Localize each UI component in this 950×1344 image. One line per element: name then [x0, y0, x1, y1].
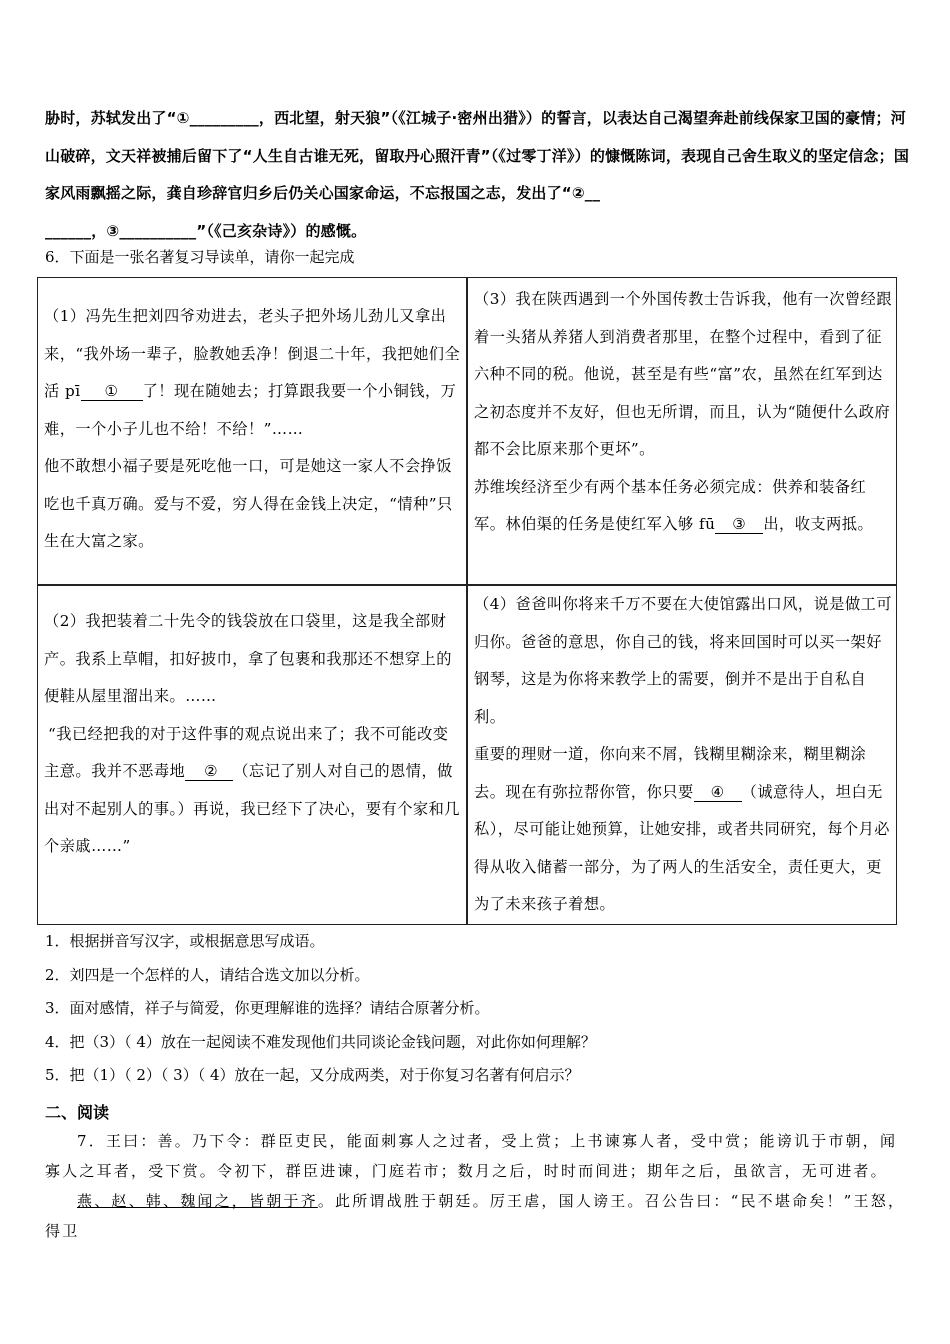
- blank-2-cont[interactable]: ______: [45, 221, 92, 240]
- sub-question-list: [45, 925, 905, 1093]
- cell-text: 他不敢想小福子要是死吃他一口，可是她这一家人不会挣饭吃也千真万确。爱与不爱，穷人得在金钱上决定，“情种”只生在大富之家。: [44, 457, 453, 550]
- sub-question-2: 2．刘四是一个怎样的人，请结合选文加以分析。: [45, 965, 370, 984]
- cell-text: （2）我把装着二十先令的钱袋放在口袋里，这是我全部财产。我系上草帽，扣好披巾，拿了包裹和我那还不想穿上的便鞋从屋里溜出来。……: [44, 612, 452, 705]
- cell-text: （诚意待人，坦白无私），尽可能让她预算，让她安排，或者共同研究，每个月必得从收入储蓄一部分，为了两人的生活安全，责任更大，更为了未来孩子着想。: [474, 782, 890, 913]
- question-6-title: 6．下面是一张名著复习导读单，请你一起完成: [45, 248, 355, 266]
- cell-text: （3）我在陕西遇到一个外国传教士告诉我，他有一次曾经跟着一头猪从养猪人到消费者那里，在整个过程中，看到了征六种不同的税。他说，甚至是有些“富”农，虽然在红军到达之初态度并不友好，但也无所谓，而且，认为“随便什么政府都不会比原来那个更坏”。: [474, 290, 893, 458]
- intro-text: 现自己舍生取义的坚定信念；国家风雨飘摇之际，龚自珍辞官归乡后仍关心国家命运，不忘报国之志，发出了“②: [45, 146, 910, 202]
- blank-circle-3[interactable]: ③: [715, 515, 763, 534]
- passage-text: 。此所谓战胜于朝廷。厉王虐，国人谤王。召公告曰：“民不堪命矣！”王怒，得卫: [45, 1192, 906, 1240]
- sub-question-3: 3．面对感情，祥子与简爱，你更理解谁的选择？请结合原著分析。: [45, 999, 490, 1017]
- cell-text: 出，收支两抵。: [763, 515, 874, 533]
- blank-circle-4[interactable]: ④: [694, 783, 742, 802]
- cell-text: 了！现在随她去；打算跟我要一个小铜钱，万难，一个小子儿也不给！不给！”……: [44, 382, 457, 438]
- table-cell-3: [474, 281, 894, 544]
- intro-text: ”（《己亥杂诗》）的感慨。: [196, 221, 367, 240]
- intro-text: ，西北望，射天狼”（《江城子·密州出猎》）的誓言，以表达自己渴望奔赴前线保家: [258, 109, 800, 127]
- reading-guide-table: [37, 277, 897, 925]
- sub-question-5: 5．把（1）（ 2）（ 3）（ 4）放在一起，又分成两类，对于你复习名著有何启示？: [45, 1066, 580, 1084]
- intro-text: 胁时，苏轼发出了“①: [45, 109, 190, 127]
- blank-1[interactable]: _________: [189, 109, 259, 127]
- blank-circle-2[interactable]: ②: [185, 762, 233, 781]
- blank-circle-1[interactable]: ①: [81, 382, 143, 401]
- table-cell-1: [44, 298, 464, 561]
- table-divider-vertical: [466, 278, 468, 924]
- classical-reading-passage: [45, 1126, 910, 1246]
- cell-text: （忘记了别人对自己的恩情，做出对不起别人的事。）再说，我已经下了决心，要有个家和几个亲戚……”: [44, 762, 460, 855]
- intro-text: ，③: [91, 221, 120, 240]
- cell-text: （1）冯先生把刘四爷劝进去，老头子把外场儿劲儿又拿出来，“我外场一辈子，脸教她丢净！倒退二十年，我把她们全活 pī: [44, 307, 461, 400]
- cell-text: （4）爸爸叫你将来千万不要在大使馆露出口风，说是做工可归你。爸爸的意思，你自己的钱，将来回国时可以买一架好钢琴，这是为你将来教学上的需要，倒并不是出于自私自利。: [474, 595, 893, 726]
- blank-3[interactable]: __________: [119, 221, 197, 240]
- sub-question-4: 4．把（3）（ 4）放在一起阅读不难发现他们共同谈论金钱问题，对此你如何理解？: [45, 1032, 596, 1051]
- passage-paragraph-2: [45, 1186, 910, 1246]
- passage-paragraph-1: 7．王曰：善。乃下令：群臣吏民，能面刺寡人之过者，受上赏；上书谏寡人者，受中赏；能谤讥于市朝，闻寡人之耳者，受下赏。令初下，群臣进谏，门庭若市；数月之后，时时而间进；期年之后，虽欲言，无可进者。: [45, 1132, 898, 1180]
- cell-text: 重要的理财一道，你向来不屑，钱糊里糊涂来，糊里糊涂去。现在有弥拉帮你管，你只要: [474, 745, 867, 801]
- table-cell-4: [474, 586, 894, 924]
- table-cell-2: [44, 603, 464, 866]
- section-heading: 二、阅读: [45, 1103, 110, 1122]
- poetry-fill-in-passage: [45, 100, 915, 250]
- cell-text: “我已经把我的对于这件事的观点说出来了；我不可能改变主意。我并不恶毒地: [44, 724, 449, 780]
- cell-text: 苏维埃经济至少有两个基本任务必须完成：供养和装备红军。林伯渠的任务是使红军入够 fū: [474, 477, 867, 533]
- sub-question-1: 1．根据拼音写汉字，或根据意思写成语。: [45, 932, 325, 950]
- intro-text: 卫国的豪情；河山破碎，文天祥被捕后留下了“人生自古谁无死，留取丹心照汗青”（《过零丁洋》）的慷慨陈词，表: [45, 109, 906, 165]
- blank-2[interactable]: __: [584, 184, 601, 202]
- underlined-sentence: 燕、赵、韩、魏闻之，皆朝于齐: [77, 1192, 318, 1210]
